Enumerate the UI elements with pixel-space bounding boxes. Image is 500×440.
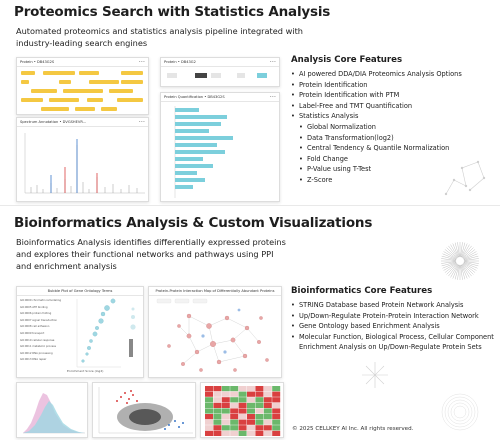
heatmap-cell	[239, 425, 247, 430]
feature-item: • Up/Down-Regulate Protein-Protein Interaction Network	[291, 311, 479, 320]
go-bubbles	[17, 287, 144, 378]
feature-item: • AI powered DDA/DIA Proteomics Analysis Options	[291, 70, 462, 78]
density-histogram-screenshot	[16, 382, 88, 438]
copyright-text: © 2025 CELLKEY AI Inc. All rights reserved.	[292, 426, 414, 432]
heatmap-cell	[247, 392, 255, 397]
section-divider	[0, 205, 500, 206]
heatmap-cell	[222, 392, 230, 397]
section1-title: Proteomics Search with Statistics Analysis	[14, 4, 331, 20]
heatmap-cell	[205, 425, 213, 430]
heatmap-cell	[264, 397, 272, 402]
feature-item: • Protein Identification	[291, 80, 368, 89]
heatmap-cell	[222, 403, 230, 408]
ppi-network-screenshot	[148, 286, 282, 378]
heatmap-cell	[264, 431, 272, 436]
heatmap-cell	[255, 386, 263, 391]
sparkle-decoration	[360, 360, 390, 390]
heatmap-cell	[255, 397, 263, 402]
go-term-label: GO:0009 transport	[20, 331, 45, 335]
heatmap-cell	[205, 392, 213, 397]
network-title: Protein-Protein Interaction Map of Differentially Abundant Proteins	[155, 289, 275, 293]
quantification-title: Protein Quantification • DB43G2S	[164, 95, 225, 99]
heatmap-cell	[255, 431, 263, 436]
sub-feature-item: • Central Tendency & Quantile Normalization	[299, 144, 450, 153]
heatmap-cell	[230, 420, 238, 425]
protein-quantification-screenshot	[160, 92, 280, 202]
spectrum-annotation-screenshot	[16, 117, 149, 202]
heatmap-cell	[213, 397, 221, 402]
heatmap-cell	[264, 414, 272, 419]
sub-feature-item: • Z-Score	[299, 175, 333, 184]
go-plot-xlabel: Enrichment Score (log2)	[67, 369, 104, 373]
spectrum-title: Spectrum Annotation • DVGSHEVR...	[20, 120, 87, 124]
feature-item: • STRING Database based Protein Network Analysis	[291, 301, 464, 309]
heatmap-cell	[230, 397, 238, 402]
heatmap-cell	[205, 397, 213, 402]
heatmap-cell	[264, 386, 272, 391]
go-term-label: GO:0011 metabolic process	[20, 345, 56, 349]
heatmap-cell	[255, 392, 263, 397]
heatmap-cell	[264, 408, 272, 413]
heatmap-cell	[205, 414, 213, 419]
heatmap-cell	[205, 403, 213, 408]
feature-item: • Gene Ontology based Enrichment Analysis	[291, 322, 440, 331]
analysis-features-list	[291, 69, 496, 122]
go-bubble-plot-screenshot	[16, 286, 144, 378]
heatmap-cell	[213, 431, 221, 436]
heatmap-cell	[230, 414, 238, 419]
heatmap-cell	[239, 408, 247, 413]
heatmap-cell	[255, 403, 263, 408]
heatmap-cell	[264, 392, 272, 397]
heatmap-cell	[205, 431, 213, 436]
quantification-bars	[161, 102, 280, 202]
heatmap-cell	[230, 403, 238, 408]
heatmap-cell	[272, 420, 280, 425]
go-term-label: GO:0010 cellular response	[20, 338, 55, 342]
heatmap-cell	[239, 386, 247, 391]
heatmap-cell	[247, 425, 255, 430]
heatmap-cell	[239, 414, 247, 419]
heatmap-cell	[272, 425, 280, 430]
heatmap-cell	[222, 414, 230, 419]
heatmap-cell	[222, 397, 230, 402]
heatmap-cell	[247, 414, 255, 419]
heatmap-cell	[247, 420, 255, 425]
heatmap-cell	[205, 408, 213, 413]
heatmap-cell	[213, 408, 221, 413]
analysis-features-title: Analysis Core Features	[291, 55, 403, 65]
heatmap-cell	[272, 414, 280, 419]
spectrum-plot	[17, 127, 149, 202]
heatmap-cell	[247, 397, 255, 402]
heatmap-cell	[255, 408, 263, 413]
heatmap-cell	[239, 392, 247, 397]
heatmap-cell	[272, 408, 280, 413]
go-term-label: GO:0007 signal transduction	[20, 318, 58, 322]
heatmap-cell	[213, 392, 221, 397]
protein-panel-screenshot	[160, 57, 280, 87]
heatmap-cell	[213, 420, 221, 425]
section1-description: Automated proteomics and statistics analysis pipeline integrated with industry-leading search engines	[16, 26, 303, 48]
protein-coverage-title: Protein • DB43G2S	[20, 60, 55, 64]
go-term-label: GO:0000 chromatin remodeling	[20, 299, 61, 302]
bioinformatics-features-title: Bioinformatics Core Features	[291, 286, 433, 296]
feature-item: • Protein Identification with PTM	[291, 91, 400, 100]
sub-feature-item: • Global Normalization	[299, 122, 376, 131]
heatmap-cell	[213, 403, 221, 408]
heatmap-cell	[239, 420, 247, 425]
heatmap-cell	[264, 420, 272, 425]
heatmap-cell	[247, 403, 255, 408]
heatmap-cell	[222, 431, 230, 436]
heatmap-cell	[239, 431, 247, 436]
menu-dots-icon: •••	[269, 60, 276, 64]
heatmap-cell	[230, 386, 238, 391]
protein-coverage-screenshot	[16, 57, 149, 115]
heatmap-cell	[213, 414, 221, 419]
heatmap-cell	[272, 403, 280, 408]
heatmap-cell	[255, 414, 263, 419]
go-term-label: GO:0008 cell adhesion	[20, 325, 50, 329]
feature-item: • Label-Free and TMT Quantification	[291, 101, 413, 110]
heatmap-cell	[213, 425, 221, 430]
heatmap-cell	[222, 425, 230, 430]
section2-title: Bioinformatics Analysis & Custom Visualizations	[14, 215, 373, 231]
go-term-label: GO:0005 ATP binding	[20, 305, 48, 309]
menu-dots-icon: •••	[138, 60, 145, 64]
feature-item: • Molecular Function, Biological Process, Cellular Component Enrichment Analysis on Up/Down-Regulate Protein Sets	[291, 332, 494, 352]
heatmap-cell	[230, 392, 238, 397]
heatmap-cell	[255, 425, 263, 430]
heatmap-cell	[222, 408, 230, 413]
scatter-plot-screenshot	[92, 382, 196, 438]
protein-panel-bars	[161, 67, 280, 87]
heatmap-cell	[264, 403, 272, 408]
heatmap-cell	[272, 397, 280, 402]
heatmap-cell	[205, 386, 213, 391]
heatmap-cell	[239, 397, 247, 402]
heatmap-cell	[247, 408, 255, 413]
menu-dots-icon: •••	[138, 120, 145, 124]
scatter-plot	[93, 383, 196, 438]
go-term-label: GO:0013 DNA repair	[20, 358, 47, 362]
heatmap-cell	[264, 425, 272, 430]
heatmap-cell	[230, 408, 238, 413]
heatmap-cell	[247, 431, 255, 436]
heatmap-screenshot	[200, 382, 284, 438]
starburst-decoration	[440, 241, 480, 281]
menu-dots-icon: •••	[269, 95, 276, 99]
heatmap-cell	[213, 386, 221, 391]
heatmap-cell	[272, 431, 280, 436]
network-graph	[149, 296, 282, 378]
heatmap-cell	[239, 403, 247, 408]
go-term-label: GO:0006 protein folding	[20, 312, 52, 316]
heatmap-cell	[247, 386, 255, 391]
sub-feature-item: • P-Value using T-Test	[299, 165, 372, 174]
heatmap-cell	[272, 386, 280, 391]
feature-item: • Statistics Analysis	[291, 112, 359, 121]
heatmap	[201, 383, 284, 438]
coverage-bars	[17, 67, 149, 115]
go-term-label: GO:0012 RNA processing	[20, 351, 53, 355]
constellation-decoration	[440, 150, 490, 200]
sub-feature-item: • Data Transformation(log2)	[299, 133, 394, 142]
go-plot-title: Bubble Plot of Gene Ontology Terms	[47, 289, 113, 293]
bioinformatics-features-list	[291, 300, 496, 353]
circles-decoration	[440, 392, 480, 432]
heatmap-cell	[205, 420, 213, 425]
heatmap-cell	[222, 386, 230, 391]
density-histogram	[17, 383, 88, 438]
section2-description: Bioinformatics Analysis identifies differentially expressed proteins and explores their functional networks and pathways using PPI and enrichment analysis	[16, 237, 286, 271]
heatmap-cell	[230, 425, 238, 430]
heatmap-cell	[255, 420, 263, 425]
bioinformatics-core-features	[291, 286, 496, 353]
protein-panel-title: Protein • DB43G2	[164, 60, 196, 64]
heatmap-cell	[272, 392, 280, 397]
heatmap-cell	[222, 420, 230, 425]
sub-feature-item: • Fold Change	[299, 154, 348, 163]
heatmap-cell	[230, 431, 238, 436]
